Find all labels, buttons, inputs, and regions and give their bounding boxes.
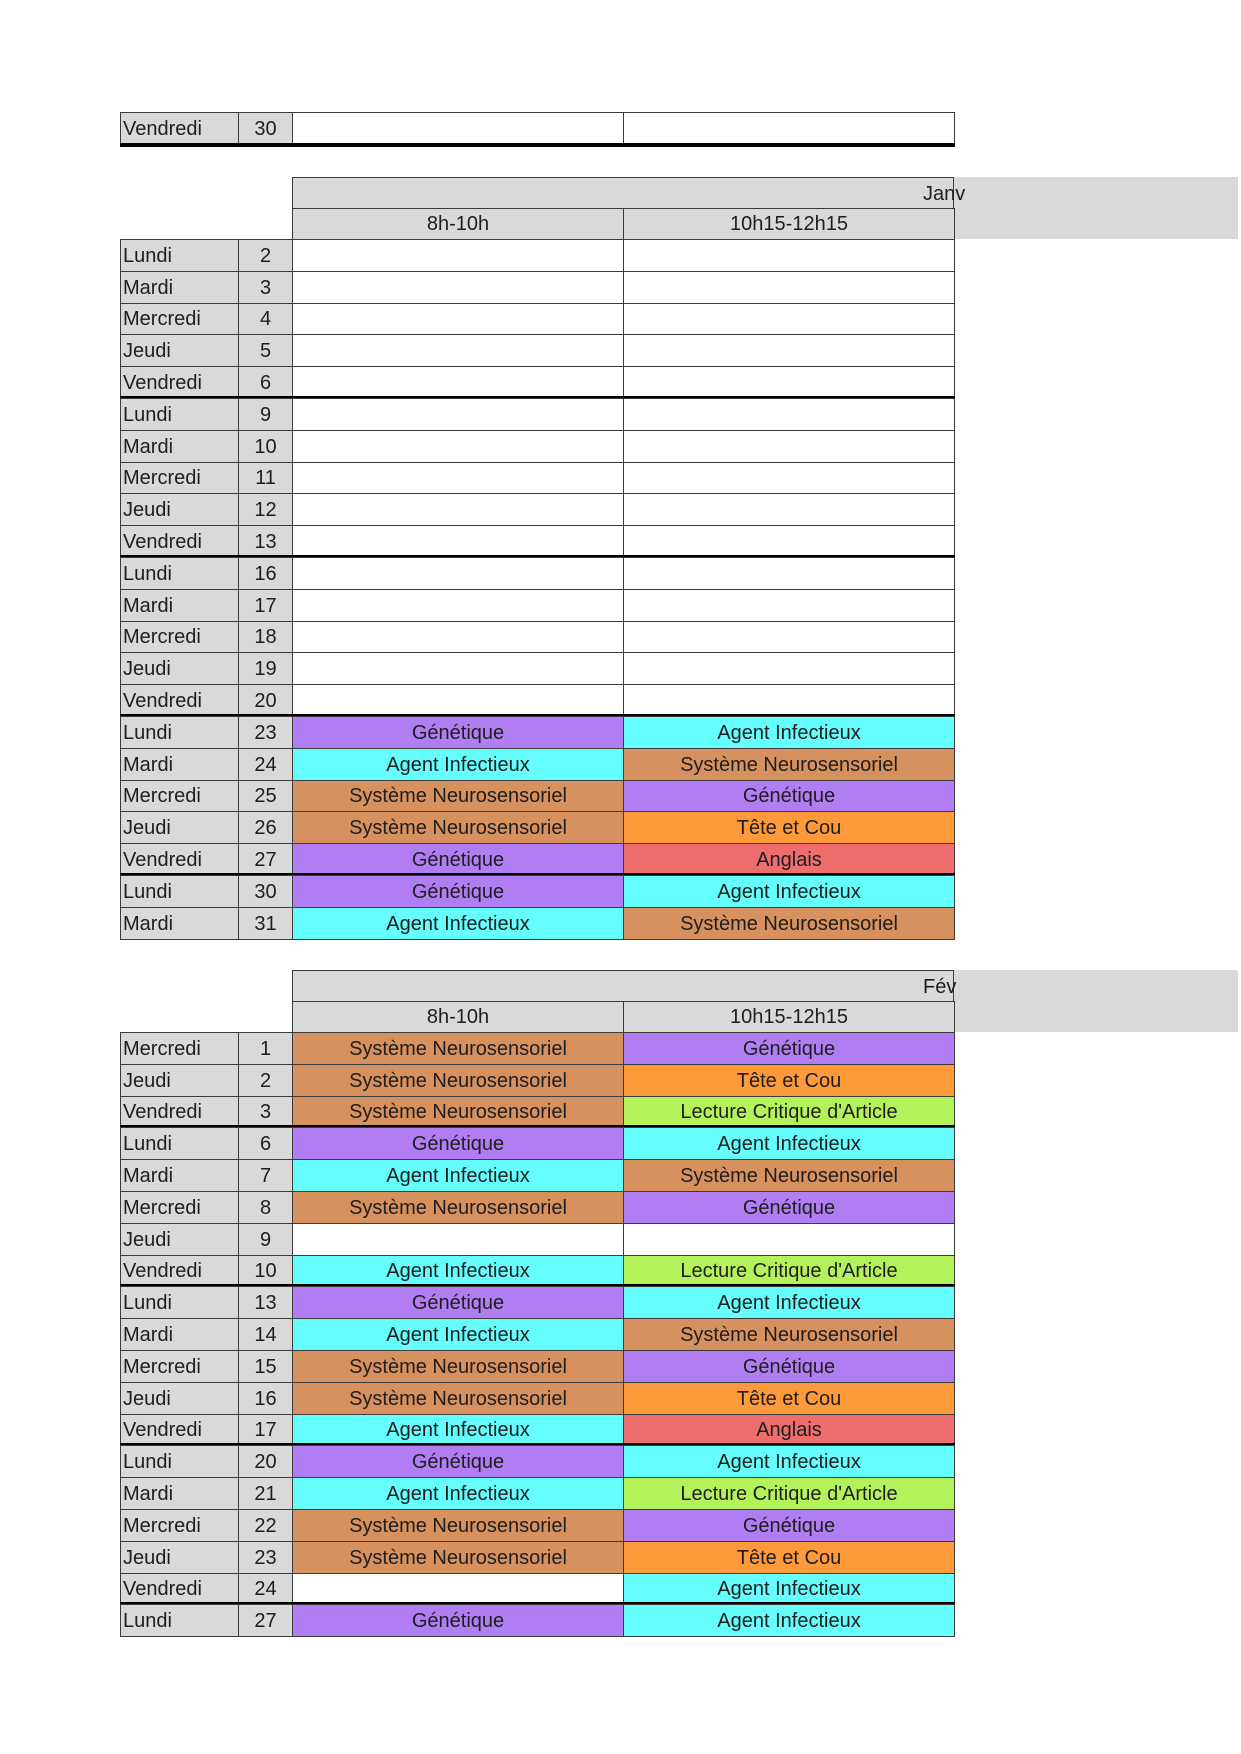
day-name-cell: Vendredi (120, 1573, 239, 1605)
slot-cell-10h15-12h15: Agent Infectieux (623, 1127, 955, 1160)
day-name-cell: Lundi (120, 1127, 239, 1160)
slot-cell-8h-10h (292, 652, 624, 685)
slot-cell-8h-10h: Système Neurosensoriel (292, 1032, 624, 1065)
day-name-cell: Lundi (120, 398, 239, 431)
day-name-cell: Lundi (120, 1445, 239, 1478)
date-cell: 30 (238, 875, 293, 908)
day-name-cell: Lundi (120, 1604, 239, 1637)
slot-cell-8h-10h: Agent Infectieux (292, 1255, 624, 1287)
slot-cell-8h-10h: Agent Infectieux (292, 1318, 624, 1351)
slot-cell-10h15-12h15 (623, 525, 955, 558)
slot-header-8h-10h: 8h-10h (292, 1001, 624, 1033)
day-name-cell: Mercredi (120, 462, 239, 494)
slot-cell-8h-10h (292, 1223, 624, 1256)
slot-cell-10h15-12h15: Lecture Critique d'Article (623, 1477, 955, 1510)
slot-cell-10h15-12h15: Agent Infectieux (623, 1573, 955, 1605)
date-cell: 15 (238, 1350, 293, 1383)
date-cell: 25 (238, 780, 293, 812)
slot-cell-8h-10h: Génétique (292, 1286, 624, 1319)
slot-cell-8h-10h: Agent Infectieux (292, 1159, 624, 1192)
slot-cell-8h-10h: Système Neurosensoriel (292, 1541, 624, 1574)
date-cell: 23 (238, 1541, 293, 1574)
date-cell: 6 (238, 366, 293, 399)
slot-cell-10h15-12h15: Génétique (623, 1191, 955, 1224)
date-cell: 26 (238, 811, 293, 844)
slot-cell-8h-10h (292, 271, 624, 304)
slot-cell-10h15-12h15: Lecture Critique d'Article (623, 1096, 955, 1128)
slot-cell-8h-10h: Système Neurosensoriel (292, 780, 624, 812)
day-name-cell: Mardi (120, 1159, 239, 1192)
day-name-cell: Lundi (120, 716, 239, 749)
slot-cell-10h15-12h15 (623, 493, 955, 526)
day-name-cell: Mardi (120, 430, 239, 463)
slot-cell-10h15-12h15: Tête et Cou (623, 1541, 955, 1574)
date-cell: 5 (238, 334, 293, 367)
slot-cell-8h-10h: Système Neurosensoriel (292, 1191, 624, 1224)
slot-cell-10h15-12h15 (623, 589, 955, 622)
date-cell: 11 (238, 462, 293, 494)
day-name-cell: Vendredi (120, 1096, 239, 1128)
date-cell: 18 (238, 621, 293, 653)
slot-cell-8h-10h: Génétique (292, 1604, 624, 1637)
date-cell: 21 (238, 1477, 293, 1510)
day-name-cell: Lundi (120, 557, 239, 590)
date-cell: 20 (238, 1445, 293, 1478)
date-cell: 16 (238, 1382, 293, 1415)
header-fill (954, 970, 1238, 1032)
date-cell: 3 (238, 271, 293, 304)
slot-cell-8h-10h (292, 621, 624, 653)
date-cell: 3 (238, 1096, 293, 1128)
slot-cell-10h15-12h15: Anglais (623, 1414, 955, 1446)
date-cell: 17 (238, 1414, 293, 1446)
slot-cell-10h15-12h15: Tête et Cou (623, 1064, 955, 1097)
slot-header-8h-10h: 8h-10h (292, 208, 624, 240)
day-name-cell: Vendredi (120, 843, 239, 876)
slot-cell-10h15-12h15 (623, 271, 955, 304)
slot-cell-8h-10h: Agent Infectieux (292, 1414, 624, 1446)
slot-cell-8h-10h (292, 462, 624, 494)
day-name-cell: Jeudi (120, 652, 239, 685)
slot-cell-10h15-12h15 (623, 557, 955, 590)
slot-cell-8h-10h (292, 398, 624, 431)
date-cell: 12 (238, 493, 293, 526)
day-name-cell: Jeudi (120, 1223, 239, 1256)
day-name-cell: Mardi (120, 748, 239, 781)
slot-cell-8h-10h: Génétique (292, 875, 624, 908)
day-name-cell: Mercredi (120, 780, 239, 812)
day-name-cell: Vendredi (120, 525, 239, 558)
slot-header-10h15-12h15: 10h15-12h15 (623, 208, 955, 240)
date-cell: 23 (238, 716, 293, 749)
date-cell: 6 (238, 1127, 293, 1160)
day-name-cell: Jeudi (120, 1064, 239, 1097)
day-name-cell: Lundi (120, 875, 239, 908)
slot-header-10h15-12h15: 10h15-12h15 (623, 1001, 955, 1033)
date-cell: 2 (238, 239, 293, 272)
slot-cell-8h-10h: Système Neurosensoriel (292, 1382, 624, 1415)
slot-cell-8h-10h: Génétique (292, 1127, 624, 1160)
slot-cell-10h15-12h15: Agent Infectieux (623, 875, 955, 908)
slot-cell-10h15-12h15 (623, 430, 955, 463)
day-name-cell: Mercredi (120, 1509, 239, 1542)
date-cell: 30 (238, 112, 293, 146)
date-cell: 19 (238, 652, 293, 685)
month-label: Janv (923, 182, 966, 205)
slot-cell-10h15-12h15 (623, 462, 955, 494)
slot-cell-8h-10h: Agent Infectieux (292, 748, 624, 781)
slot-cell-10h15-12h15 (623, 334, 955, 367)
day-name-cell: Lundi (120, 239, 239, 272)
date-cell: 22 (238, 1509, 293, 1542)
slot-cell-10h15-12h15: Système Neurosensoriel (623, 748, 955, 781)
date-cell: 24 (238, 1573, 293, 1605)
day-name-cell: Jeudi (120, 811, 239, 844)
day-name-cell: Vendredi (120, 112, 239, 146)
slot-cell-10h15-12h15 (623, 621, 955, 653)
slot-cell-10h15-12h15: Génétique (623, 1350, 955, 1383)
slot-cell-8h-10h: Système Neurosensoriel (292, 1064, 624, 1097)
date-cell: 9 (238, 1223, 293, 1256)
day-name-cell: Vendredi (120, 1414, 239, 1446)
slot-cell-10h15-12h15: Agent Infectieux (623, 716, 955, 749)
slot-cell-8h-10h (292, 303, 624, 335)
slot-cell-10h15-12h15 (623, 366, 955, 399)
slot-cell-8h-10h (292, 430, 624, 463)
slot-cell-10h15-12h15: Système Neurosensoriel (623, 1318, 955, 1351)
date-cell: 16 (238, 557, 293, 590)
date-cell: 2 (238, 1064, 293, 1097)
date-cell: 7 (238, 1159, 293, 1192)
slot-cell-8h-10h: Génétique (292, 716, 624, 749)
day-name-cell: Jeudi (120, 334, 239, 367)
slot-cell-8h-10h (292, 334, 624, 367)
slot-cell-10h15-12h15 (623, 303, 955, 335)
slot-cell-10h15-12h15: Tête et Cou (623, 1382, 955, 1415)
date-cell: 10 (238, 1255, 293, 1287)
slot-cell-8h-10h: Système Neurosensoriel (292, 1350, 624, 1383)
date-cell: 4 (238, 303, 293, 335)
day-name-cell: Mardi (120, 907, 239, 940)
slot-cell-8h-10h: Système Neurosensoriel (292, 811, 624, 844)
slot-cell-8h-10h (292, 525, 624, 558)
month-header (292, 177, 966, 209)
day-name-cell: Mardi (120, 271, 239, 304)
date-cell: 27 (238, 1604, 293, 1637)
day-name-cell: Jeudi (120, 493, 239, 526)
day-name-cell: Mercredi (120, 621, 239, 653)
slot-cell-8h-10h (292, 366, 624, 399)
date-cell: 17 (238, 589, 293, 622)
date-cell: 8 (238, 1191, 293, 1224)
day-name-cell: Mercredi (120, 1350, 239, 1383)
date-cell: 13 (238, 525, 293, 558)
slot-cell-10h15-12h15: Système Neurosensoriel (623, 907, 955, 940)
slot-cell-8h-10h (292, 112, 624, 146)
date-cell: 27 (238, 843, 293, 876)
month-label: Fév (923, 975, 957, 998)
date-cell: 1 (238, 1032, 293, 1065)
slot-cell-10h15-12h15 (623, 398, 955, 431)
slot-cell-10h15-12h15: Génétique (623, 1032, 955, 1065)
day-name-cell: Mercredi (120, 1191, 239, 1224)
slot-cell-10h15-12h15: Tête et Cou (623, 811, 955, 844)
week-separator-line (120, 143, 955, 147)
date-cell: 9 (238, 398, 293, 431)
day-name-cell: Mercredi (120, 303, 239, 335)
day-name-cell: Vendredi (120, 1255, 239, 1287)
month-header (292, 970, 957, 1002)
slot-cell-10h15-12h15: Lecture Critique d'Article (623, 1255, 955, 1287)
date-cell: 20 (238, 684, 293, 717)
day-name-cell: Mardi (120, 589, 239, 622)
header-fill (954, 177, 1238, 239)
slot-cell-8h-10h (292, 239, 624, 272)
date-cell: 31 (238, 907, 293, 940)
slot-cell-8h-10h: Génétique (292, 843, 624, 876)
slot-cell-10h15-12h15: Agent Infectieux (623, 1445, 955, 1478)
slot-cell-10h15-12h15 (623, 239, 955, 272)
slot-cell-10h15-12h15: Génétique (623, 1509, 955, 1542)
slot-cell-10h15-12h15: Génétique (623, 780, 955, 812)
slot-cell-8h-10h: Agent Infectieux (292, 907, 624, 940)
day-name-cell: Mardi (120, 1477, 239, 1510)
date-cell: 14 (238, 1318, 293, 1351)
slot-cell-10h15-12h15: Agent Infectieux (623, 1604, 955, 1637)
slot-cell-10h15-12h15 (623, 112, 955, 146)
slot-cell-8h-10h: Système Neurosensoriel (292, 1509, 624, 1542)
slot-cell-8h-10h: Génétique (292, 1445, 624, 1478)
slot-cell-8h-10h (292, 1573, 624, 1605)
date-cell: 10 (238, 430, 293, 463)
slot-cell-10h15-12h15 (623, 652, 955, 685)
slot-cell-10h15-12h15 (623, 684, 955, 717)
slot-cell-8h-10h: Système Neurosensoriel (292, 1096, 624, 1128)
slot-cell-8h-10h (292, 684, 624, 717)
slot-cell-10h15-12h15 (623, 1223, 955, 1256)
day-name-cell: Mercredi (120, 1032, 239, 1065)
day-name-cell: Jeudi (120, 1382, 239, 1415)
date-cell: 13 (238, 1286, 293, 1319)
date-cell: 24 (238, 748, 293, 781)
slot-cell-10h15-12h15: Agent Infectieux (623, 1286, 955, 1319)
slot-cell-8h-10h: Agent Infectieux (292, 1477, 624, 1510)
day-name-cell: Vendredi (120, 366, 239, 399)
slot-cell-8h-10h (292, 493, 624, 526)
slot-cell-10h15-12h15: Système Neurosensoriel (623, 1159, 955, 1192)
day-name-cell: Mardi (120, 1318, 239, 1351)
day-name-cell: Vendredi (120, 684, 239, 717)
slot-cell-8h-10h (292, 589, 624, 622)
slot-cell-8h-10h (292, 557, 624, 590)
day-name-cell: Jeudi (120, 1541, 239, 1574)
slot-cell-10h15-12h15: Anglais (623, 843, 955, 876)
day-name-cell: Lundi (120, 1286, 239, 1319)
